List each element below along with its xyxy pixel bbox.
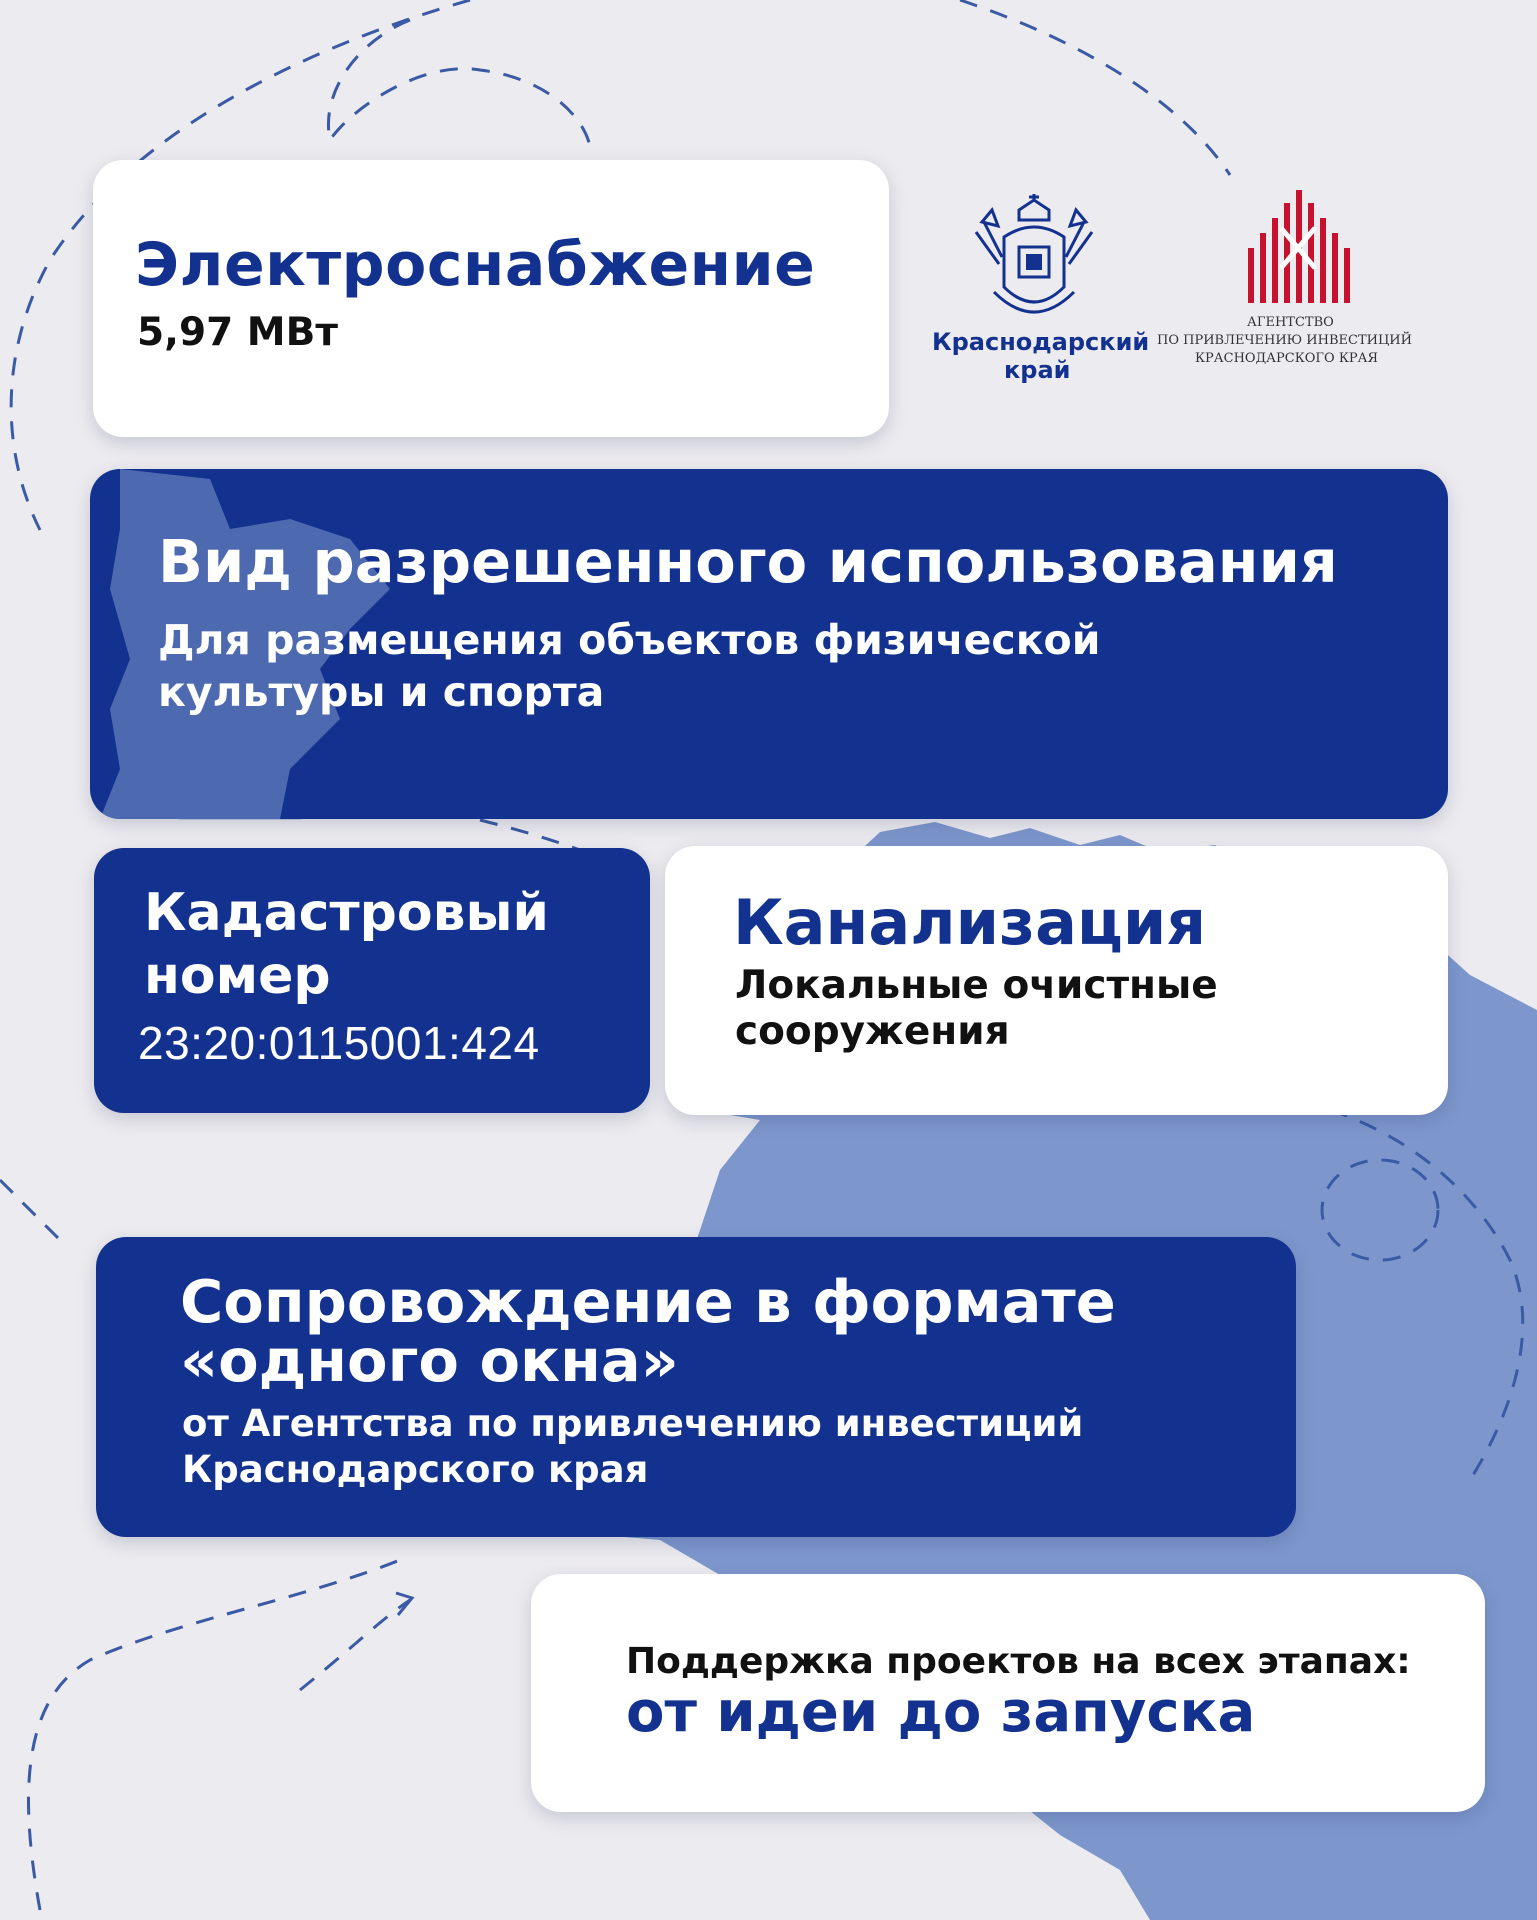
permitted-use-card bbox=[90, 469, 1448, 819]
agency-name-line3: КРАСНОДАРСКОГО КРАЯ bbox=[1195, 351, 1378, 366]
dashed-path bbox=[28, 1560, 400, 1910]
region-name-line2: край bbox=[1004, 356, 1071, 384]
sewage-title: Канализация bbox=[733, 886, 1207, 959]
dashed-path bbox=[960, 0, 1230, 175]
sewage-card bbox=[665, 846, 1448, 1115]
electricity-value: 5,97 МВт bbox=[137, 310, 338, 355]
cadastral-card bbox=[94, 848, 650, 1113]
one-window-line2: Краснодарского края bbox=[182, 1448, 649, 1491]
agency-name-line2: ПО ПРИВЛЕЧЕНИЮ ИНВЕСТИЦИЙ bbox=[1157, 333, 1412, 348]
dashed-path bbox=[300, 1600, 410, 1690]
support-line2: от идеи до запуска bbox=[626, 1680, 1256, 1745]
dashed-loop bbox=[328, 20, 590, 150]
investment-agency-logo bbox=[1155, 188, 1435, 388]
coat-of-arms-icon bbox=[964, 192, 1104, 332]
one-window-card bbox=[96, 1237, 1296, 1537]
permitted-use-line2: культуры и спорта bbox=[158, 668, 605, 716]
electricity-title: Электроснабжение bbox=[135, 230, 816, 300]
cadastral-title-line1: Кадастровый bbox=[144, 883, 549, 943]
sewage-line2: сооружения bbox=[735, 1009, 1010, 1054]
agency-emblem-icon bbox=[1243, 188, 1353, 308]
region-name-line1: Краснодарский bbox=[932, 328, 1150, 356]
krasnodar-region-logo bbox=[932, 192, 1150, 392]
one-window-title-line2: «одного окна» bbox=[180, 1326, 679, 1395]
electricity-card bbox=[93, 160, 889, 437]
permitted-use-title: Вид разрешенного использования bbox=[158, 527, 1338, 596]
support-line1: Поддержка проектов на всех этапах: bbox=[626, 1641, 1411, 1682]
sewage-line1: Локальные очистные bbox=[735, 963, 1218, 1008]
agency-name-line1: АГЕНТСТВО bbox=[1247, 315, 1334, 330]
one-window-title-line1: Сопровождение в формате bbox=[180, 1267, 1116, 1336]
cadastral-title-line2: номер bbox=[144, 946, 331, 1006]
dashed-path bbox=[0, 1180, 60, 1240]
cadastral-number: 23:20:0115001:424 bbox=[138, 1017, 540, 1069]
permitted-use-line1: Для размещения объектов физической bbox=[158, 616, 1101, 664]
support-card bbox=[531, 1574, 1485, 1812]
one-window-line1: от Агентства по привлечению инвестиций bbox=[182, 1402, 1084, 1445]
